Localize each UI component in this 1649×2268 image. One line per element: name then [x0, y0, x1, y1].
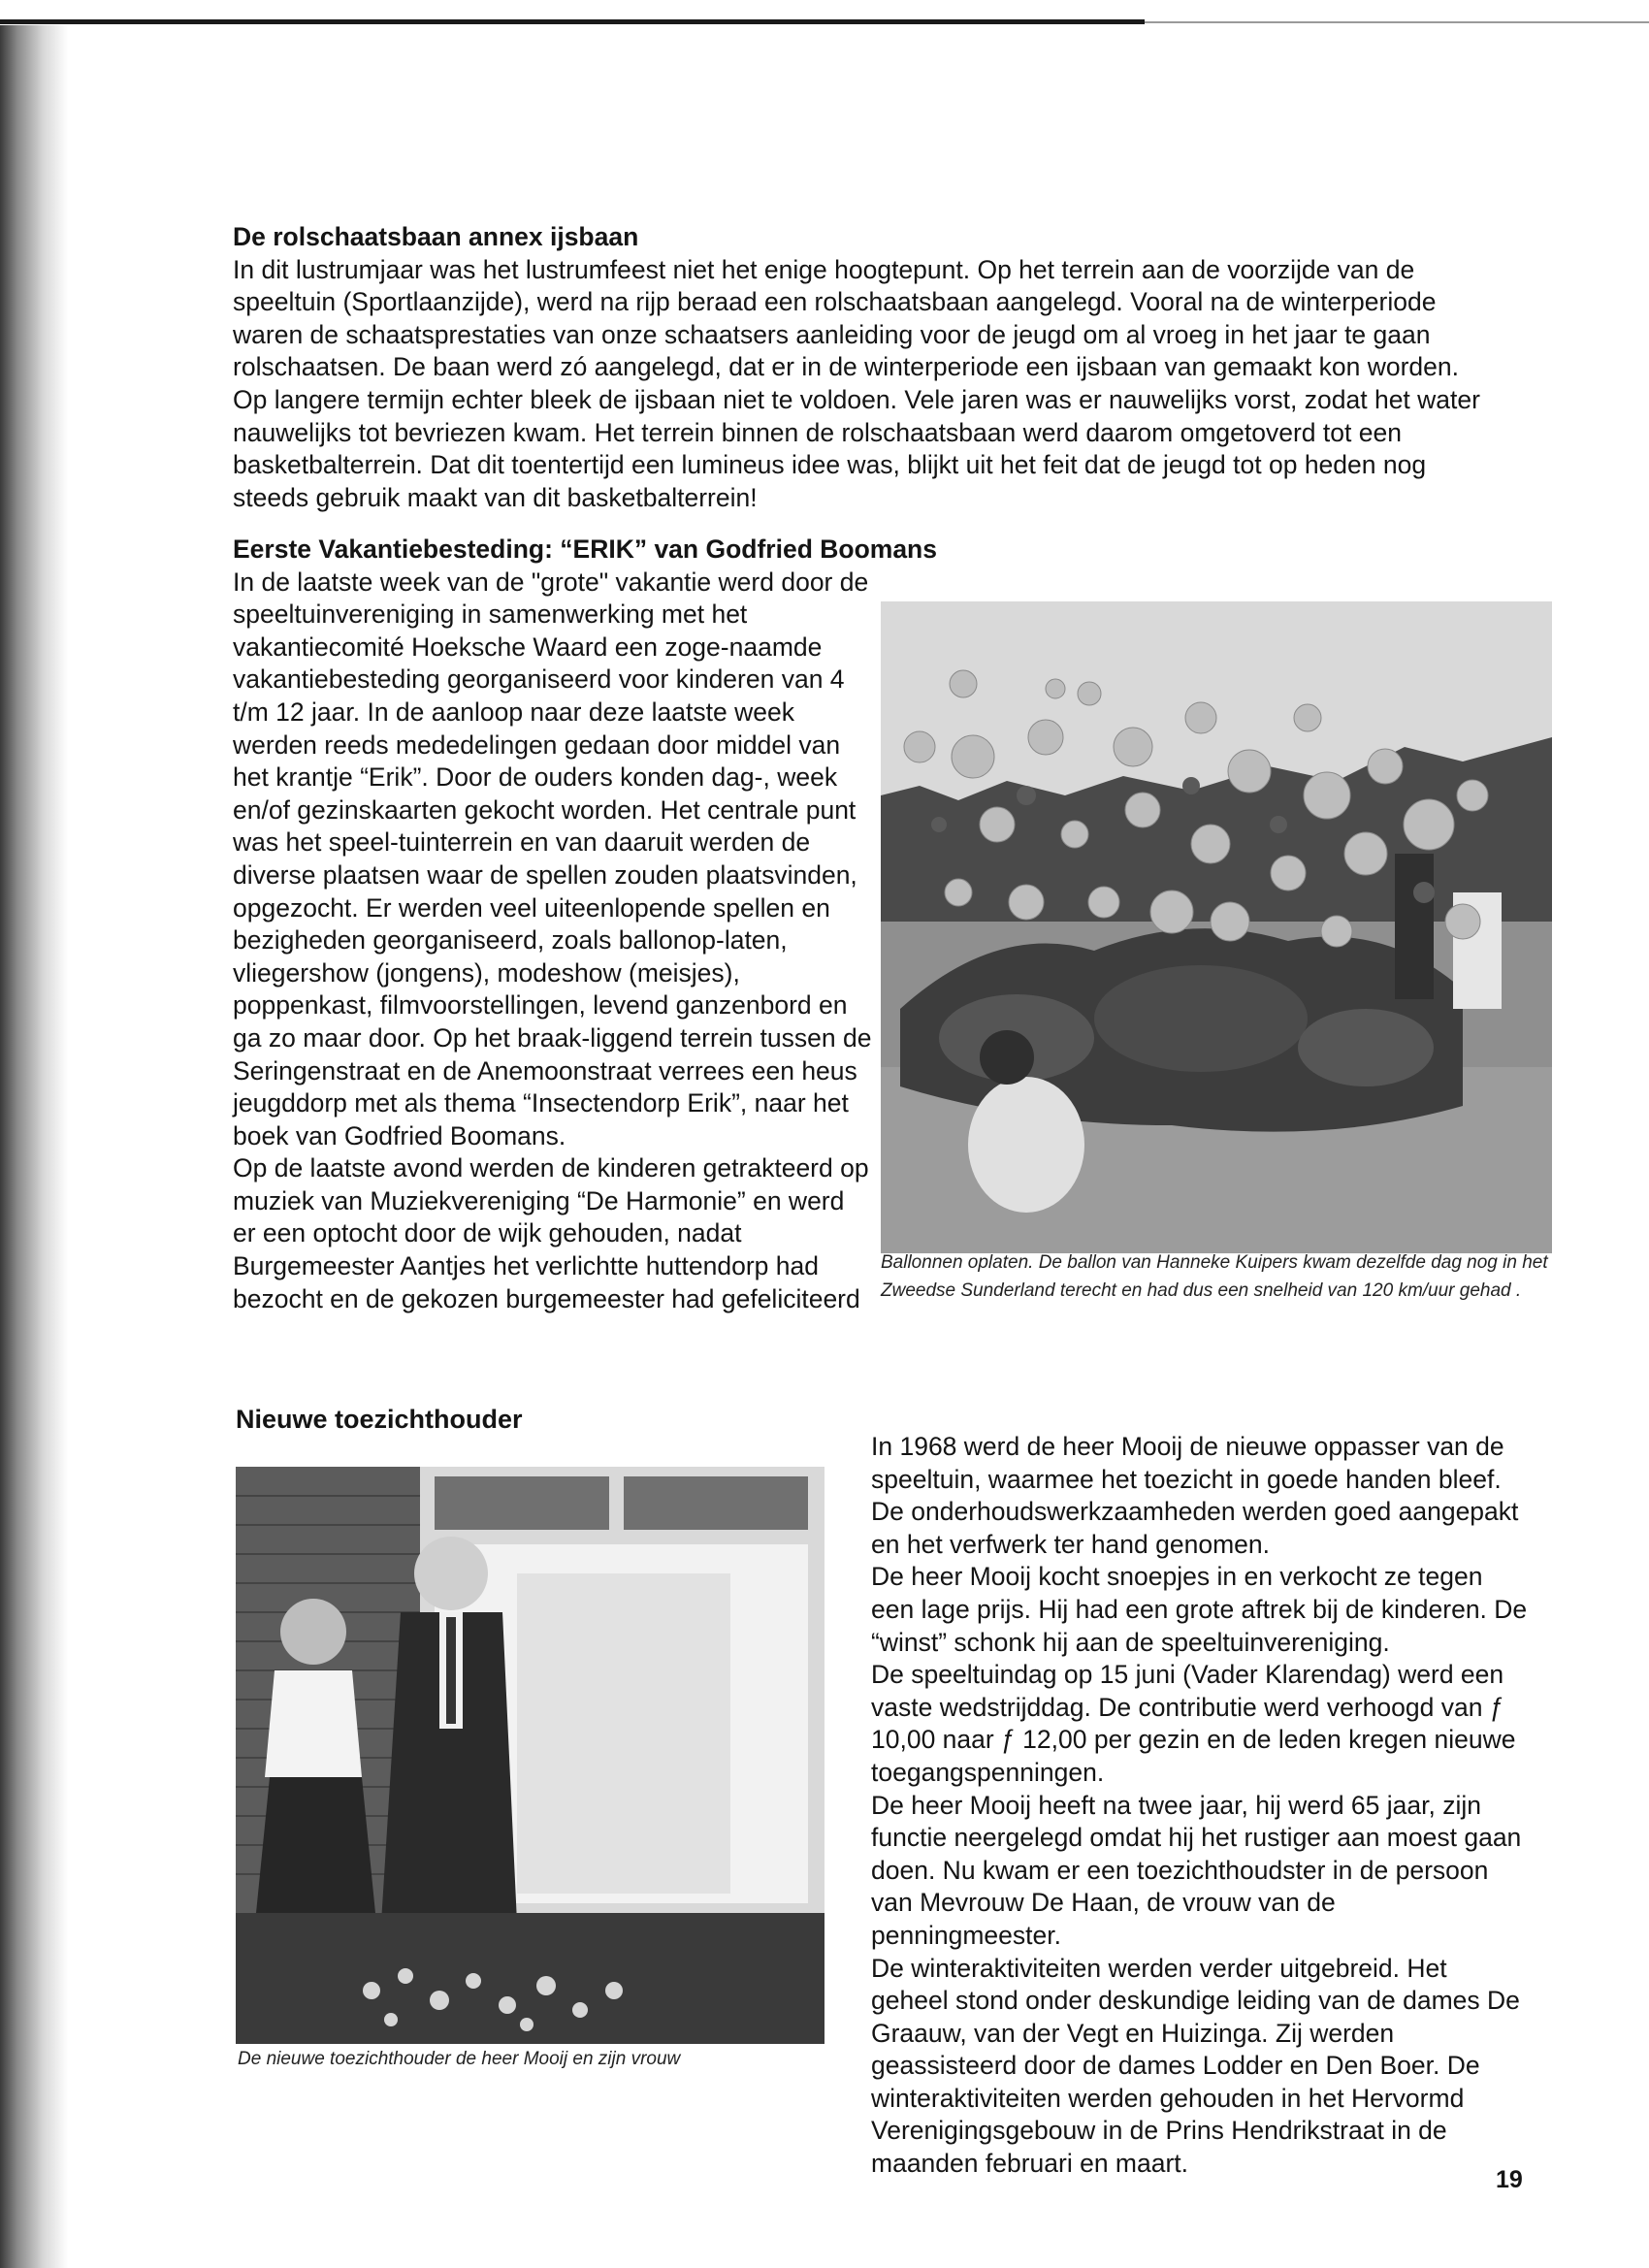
page-number: 19	[1496, 2166, 1523, 2193]
scan-top-edge-thin	[1145, 21, 1649, 23]
balloon-photo-caption: Ballonnen oplaten. De ballon van Hanneke Kuipers kwam dezelfde dag nog in het Zweedse Sunderland terecht en had dus een snelheid van 120 km/uur gehad .	[881, 1252, 1548, 1301]
section-body: De heer Mooij kocht snoepjes in en verkocht ze tegen een lage prijs. Hij had een grote aftrek bij de kinderen. De “winst” schonk hij aan de speeltuinvereniging.	[871, 1562, 1528, 1657]
section-rolschaatsbaan	[233, 221, 1494, 514]
section-heading: De rolschaatsbaan annex ijsbaan	[233, 222, 639, 251]
scan-top-edge	[0, 19, 1145, 24]
section-body: In dit lustrumjaar was het lustrumfeest niet het enige hoogtepunt. Op het terrein aan de voorzijde van de speeltuin (Sportlaanzijde), werd na rijp beraad een rolschaatsbaan aangelegd. Vooral na de winterperiode waren de schaatsprestaties van onze schaatsers aanleiding voor de jeugd om al vroeg in het jaar te gaan rolschaatsen. De baan werd zó aangelegd, dat er in de winterperiode een ijsbaan van gemaakt kon worden. Op langere termijn echter bleek de ijsbaan niet te voldoen. Vele jaren was er nauwelijks vorst, zodat het water nauwelijks tot bevriezen kwam. Het terrein binnen de rolschaatsbaan werd daarom omgetoverd tot een basketbalterrein. Dat dit toentertijd een lumineus idee was, blijkt uit het feit dat de jeugd tot op heden nog steeds gebruik maakt van dit basketbalterrein!	[233, 254, 1480, 512]
couple-photo	[236, 1467, 824, 2044]
couple-photo-caption: De nieuwe toezichthouder de heer Mooij en zijn vrouw	[238, 2049, 681, 2069]
section-vakantiebesteding	[233, 534, 937, 1315]
section-heading: Nieuwe toezichthouder	[236, 1405, 523, 1434]
section-body: De winteraktiviteiten werden verder uitgebreid. Het geheel stond onder deskundige leiding van de dames De Graauw, van der Vegt en Huizinga. Zij werden geassisteerd door de dames Lodder en Den Boer. De winteraktiviteiten werden gehouden in het Hervormd Verenigingsgebouw in de Prins Hendrikstraat in de maanden februari en maart.	[871, 1953, 1520, 2179]
section-body: In de laatste week van de "grote" vakantie werd door de speeltuinvereniging in samenwerking met het vakantiecomité Hoeksche Waard een zoge-naamde vakantiebesteding georganiseerd voor kinderen van 4 t/m 12 jaar. In de aanloop naar deze laatste week werden reeds mededelingen gedaan door middel van het krantje “Erik”. Door de ouders konden dag-, week en/of gezinskaarten gekocht worden. Het centrale punt was het speel-tuinterrein en van daaruit werden de diverse plaatsen waar de spellen zouden plaatsvinden, opgezocht. Er werden veel uiteenlopende spellen en bezigheden georganiseerd, zoals ballonop-laten, vliegershow (jongens), modeshow (meisjes), poppenkast, filmvoorstellingen, levend ganzenbord en ga zo maar door. Op het braak-liggend terrein tussen de Seringenstraat en de Anemoonstraat verrees een heus jeugddorp met als thema “Insectendorp Erik”, naar het boek van Godfried Boomans.	[233, 567, 872, 1150]
section-heading: Eerste Vakantiebesteding: “ERIK” van Godfried Boomans	[233, 535, 937, 564]
section-toezichthouder	[871, 1431, 1531, 2181]
section-body: Op de laatste avond werden de kinderen getrakteerd op muziek van Muziekvereniging “De Harmonie” en werd er een optocht door de wijk gehouden, nadat Burgemeester Aantjes het verlichtte huttendorp had bezocht en de gekozen burgemeester had gefeliciteerd	[233, 1153, 869, 1313]
section-body: In 1968 werd de heer Mooij de nieuwe oppasser van de speeltuin, waarmee het toezicht in goede handen bleef. De onderhoudswerkzaamheden werden goed aangepakt en het verfwerk ter hand genomen.	[871, 1432, 1519, 1559]
page-binding-shadow	[0, 25, 68, 2268]
section-body: De heer Mooij heeft na twee jaar, hij werd 65 jaar, zijn functie neergelegd omdat hij het rustiger aan moest gaan doen. Nu kwam er een toezichthoudster in de persoon van Mevrouw De Haan, de vrouw van de penningmeester.	[871, 1790, 1522, 1950]
section-body: De speeltuindag op 15 juni (Vader Klarendag) werd een vaste wedstrijddag. De contributie werd verhoogd van ƒ 10,00 naar ƒ 12,00 per gezin en de leden kregen nieuwe toegangspenningen.	[871, 1660, 1516, 1787]
balloon-photo	[881, 601, 1552, 1253]
